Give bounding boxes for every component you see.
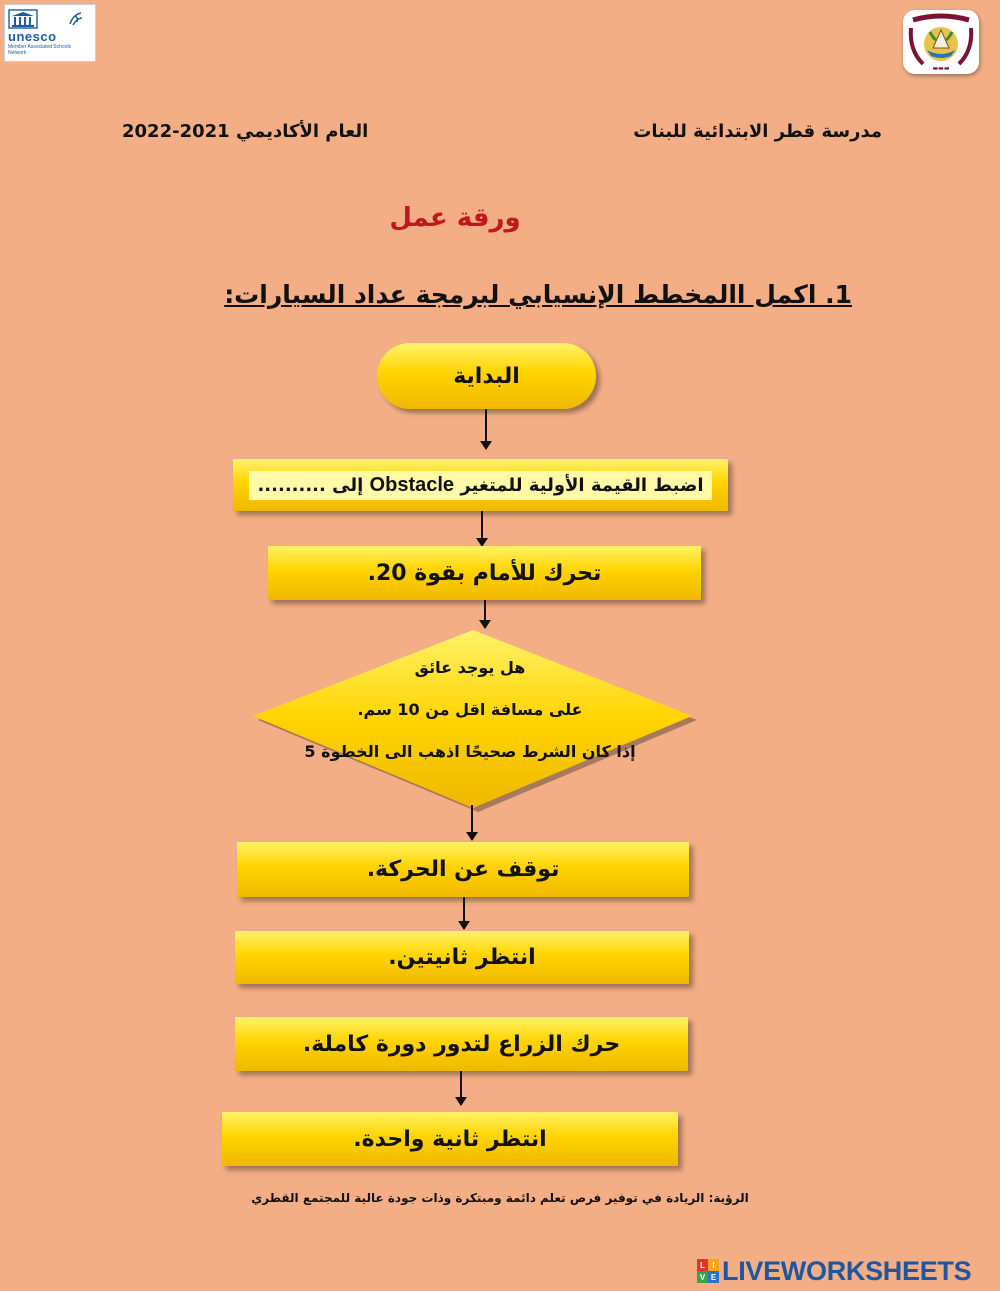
liveworksheets-logo[interactable] (697, 1257, 971, 1285)
flowchart-step-4 (235, 931, 689, 984)
badge-letter: I (708, 1259, 719, 1271)
unesco-wordmark: unesco (8, 29, 57, 44)
qatar-ministry-emblem-icon (903, 10, 979, 74)
step1-content (249, 471, 711, 500)
unesco-network-text: Member Associated Schools Network (8, 44, 72, 56)
school-name: مدرسة قطر الابتدائية للبنات (633, 121, 882, 142)
step5-label: حرك الزراع لتدور دورة كاملة. (302, 1031, 621, 1057)
decision-condition: على مسافة اقل من 10 سم. (357, 700, 583, 719)
step1-text: اضبط القيمة الأولية للمتغير (460, 474, 704, 496)
aspnet-symbol-icon (67, 10, 85, 28)
question-heading: 1. اكمل االمخطط الإنسيابي لبرمجة عداد السيارات: (224, 280, 852, 309)
flowchart-step-1 (233, 459, 728, 511)
unesco-logo (4, 4, 96, 62)
live-badge-icon (697, 1259, 719, 1283)
flowchart-step-5 (235, 1017, 688, 1071)
svg-text:▬▬▬: ▬▬▬ (932, 65, 950, 72)
flowchart-step-2 (268, 546, 701, 600)
arrow-step2-to-decision (484, 600, 486, 628)
decision-branch: إذا كان الشرط صحيحًا اذهب الى الخطوة 5 (304, 742, 636, 761)
step4-label: انتظر ثانيتين. (388, 945, 536, 970)
flowchart-start (377, 343, 596, 409)
decision-question: هل يوجد عائق (414, 658, 526, 677)
badge-letter: L (697, 1259, 708, 1271)
step3-label: توقف عن الحركة. (366, 857, 560, 882)
arrow-start-to-step1 (485, 409, 487, 449)
academic-year: العام الأكاديمي 2021-2022 (122, 121, 369, 142)
ministry-emblem (903, 10, 979, 74)
step2-label: تحرك للأمام بقوة 20. (367, 560, 602, 586)
step1-blank[interactable]: إلى .......... (257, 474, 364, 496)
worksheet-title: ورقة عمل (389, 203, 521, 233)
flowchart-decision (250, 628, 700, 813)
start-label: البداية (453, 363, 520, 389)
step6-label: انتظر ثانية واحدة. (353, 1126, 547, 1152)
badge-letter: V (697, 1271, 708, 1283)
badge-letter: E (708, 1271, 719, 1283)
vision-statement: الرؤية: الريادة في توفير فرص تعلم دائمة ومبتكرة وذات جودة عالية للمجتمع القطري (251, 1191, 749, 1205)
flowchart-step-6 (222, 1112, 678, 1166)
arrow-step5-to-step6 (460, 1071, 462, 1105)
flowchart-step-3 (237, 842, 689, 897)
arrow-step3-to-step4 (463, 897, 465, 929)
step1-variable: Obstacle (369, 473, 455, 496)
arrow-decision-to-step3 (471, 805, 473, 840)
unesco-temple-icon (8, 9, 38, 29)
arrow-step1-to-step2 (481, 511, 483, 546)
liveworksheets-wordmark: LIVEWORKSHEETS (722, 1255, 972, 1286)
